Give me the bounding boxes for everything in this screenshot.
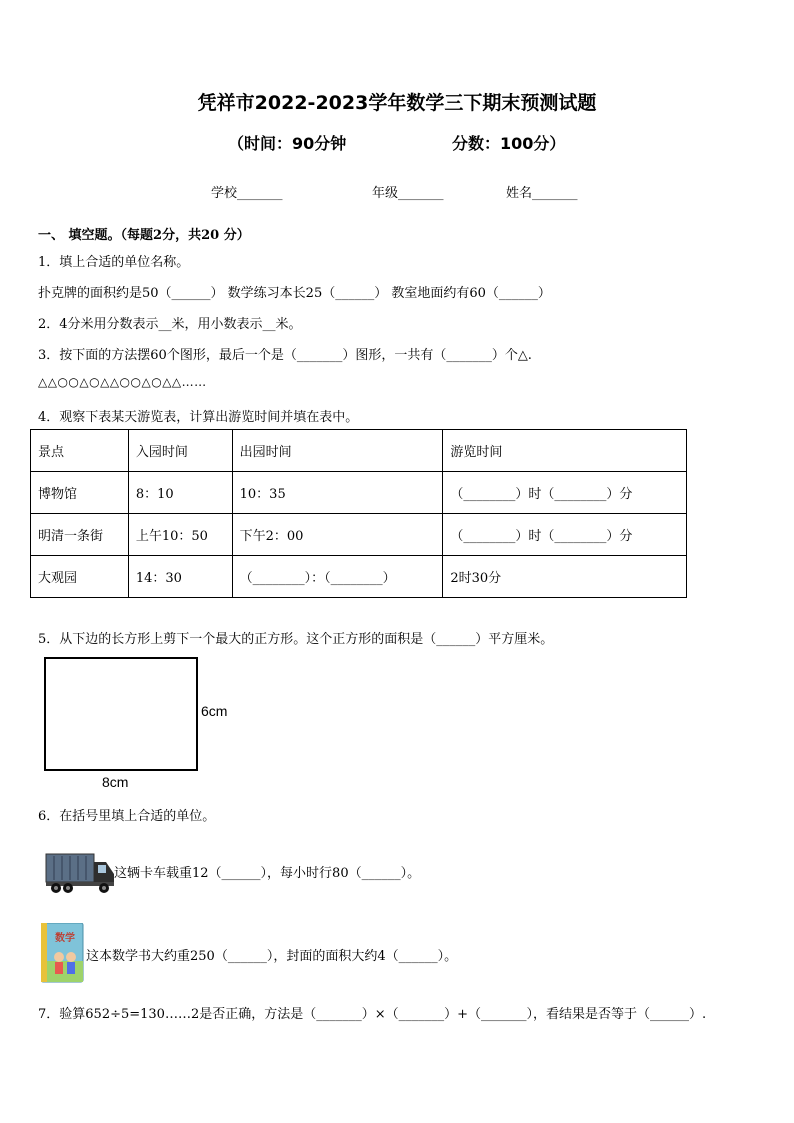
question-4-stem: 4．观察下表某天游览表，计算出游览时间并填在表中。 <box>38 410 359 425</box>
name-field: 姓名_______ <box>506 186 578 201</box>
exam-title: 凭祥市2022-2023学年数学三下期末预测试题 <box>197 92 597 114</box>
question-1-stem: 1．填上合适的单位名称。 <box>38 255 190 270</box>
question-7-stem: 7．验算652÷5=130……2是否正确，方法是（_______）×（_______）+（_______），看结果是否等于（______）. <box>38 1007 707 1022</box>
table-cell: 上午10：50 <box>128 514 232 556</box>
question-3-stem: 3．按下面的方法摆60个图形，最后一个是（_______）图形，一共有（_______）个△. <box>38 348 532 363</box>
truck-question-line: 这辆卡车载重12（______），每小时行80（______）。 <box>114 866 421 881</box>
book-cover-title: 数学 <box>55 933 75 944</box>
height-label: 6cm <box>201 703 228 719</box>
table-row <box>31 514 687 556</box>
table-cell: 2时30分 <box>443 556 687 598</box>
header-cell: 入园时间 <box>128 430 232 472</box>
total-score: 分数：100分） <box>452 134 566 153</box>
truck-image <box>44 848 116 900</box>
table-cell: （________）时（________）分 <box>443 514 687 556</box>
shape-pattern: △△○○△○△△○○△○△△…… <box>38 375 207 389</box>
table-cell: 明清一条街 <box>31 514 129 556</box>
table-cell: 下午2：00 <box>232 514 443 556</box>
grade-field: 年级_______ <box>372 186 444 201</box>
tour-table <box>30 429 687 598</box>
table-cell: （________）时（________）分 <box>443 472 687 514</box>
question-2-stem: 2．4分米用分数表示__米，用小数表示__米。 <box>38 317 302 332</box>
time-limit: （时间：90分钟 <box>228 134 347 153</box>
school-field: 学校_______ <box>211 186 283 201</box>
question-5-stem: 5．从下边的长方形上剪下一个最大的正方形。这个正方形的面积是（______）平方厘米。 <box>38 632 554 647</box>
table-cell: 博物馆 <box>31 472 129 514</box>
table-cell: 大观园 <box>31 556 129 598</box>
table-cell: 10：35 <box>232 472 443 514</box>
rectangle-figure <box>44 657 198 771</box>
width-label: 8cm <box>102 774 129 790</box>
header-cell: 游览时间 <box>443 430 687 472</box>
table-cell: （________）：（________） <box>232 556 443 598</box>
math-book-image <box>41 923 85 987</box>
section-heading: 一、 填空题。（每题2分，共20 分） <box>38 228 250 243</box>
question-6-stem: 6．在括号里填上合适的单位。 <box>38 809 216 824</box>
header-cell: 景点 <box>31 430 129 472</box>
table-header-row <box>31 430 687 472</box>
table-cell: 8：10 <box>128 472 232 514</box>
question-1-line: 扑克牌的面积约是50（______） 数学练习本长25（______） 教室地面约有60（______） <box>38 286 551 301</box>
table-cell: 14：30 <box>128 556 232 598</box>
header-cell: 出园时间 <box>232 430 443 472</box>
book-question-line: 这本数学书大约重250（______），封面的面积大约4（______）。 <box>86 949 458 964</box>
table-row <box>31 556 687 598</box>
table-row <box>31 472 687 514</box>
